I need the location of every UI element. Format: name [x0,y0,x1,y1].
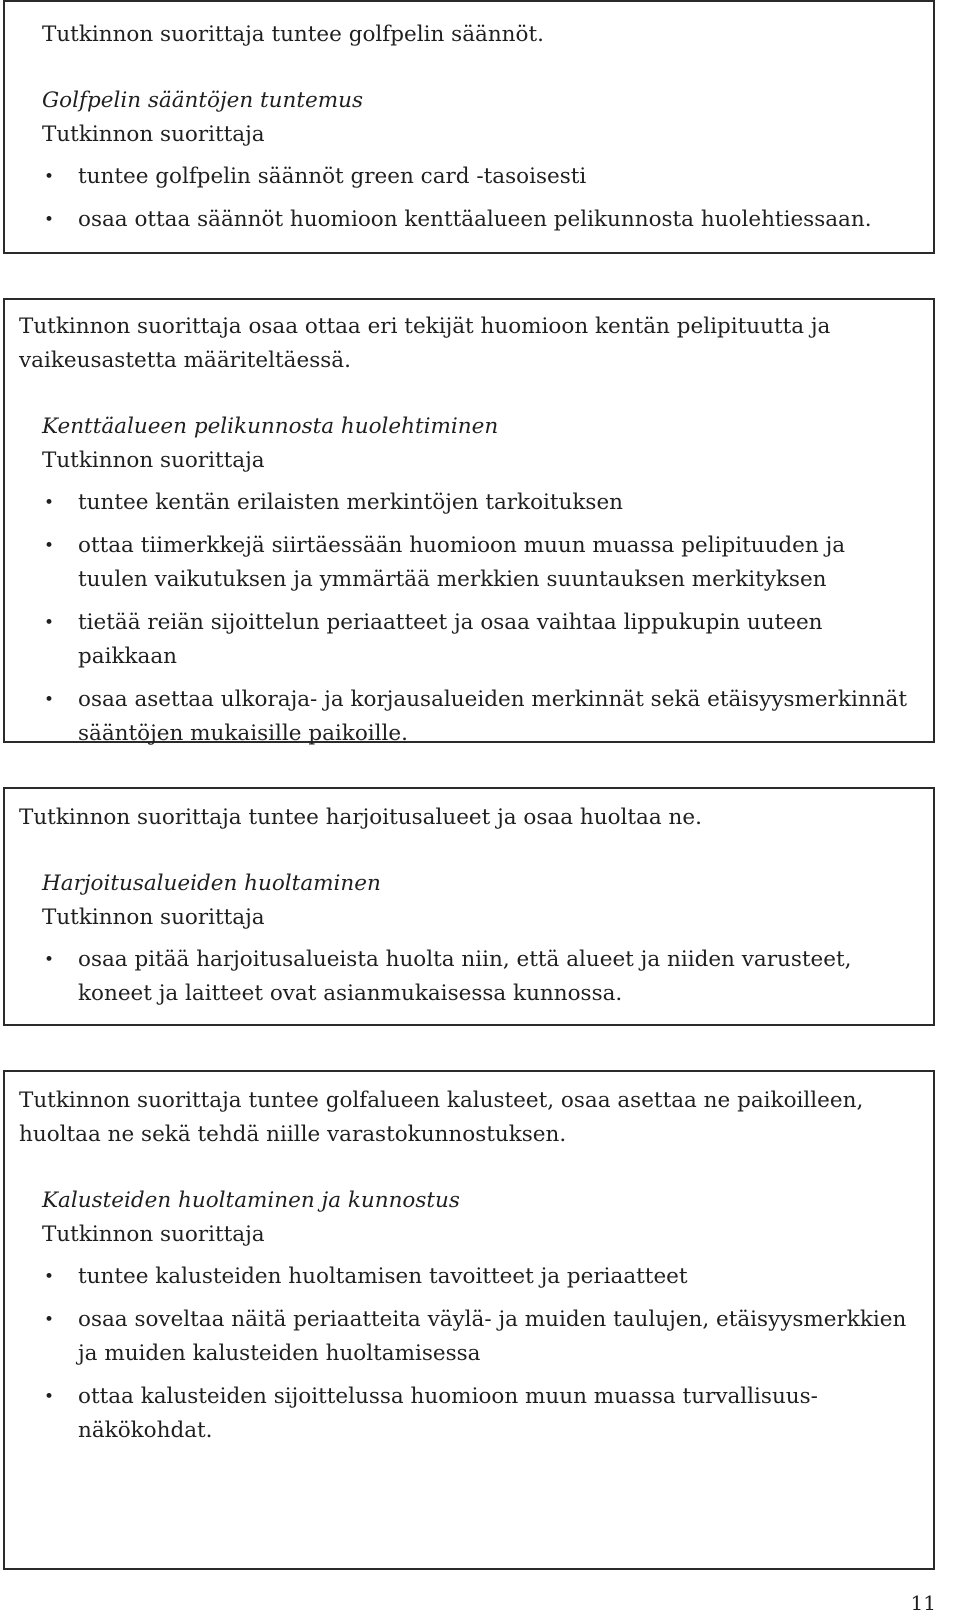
section-subheading: Kenttäalueen pelikunnosta huolehtiminen [42,414,499,439]
list-item: • tuntee kentän erilaisten merkintöjen tarkoituksen [42,486,913,520]
bullet-icon: • [44,1267,55,1287]
bullet-list [42,1260,913,1448]
list-item: • tuntee kalusteiden huoltamisen tavoitteet ja periaatteet [42,1260,913,1294]
bullet-icon: • [44,493,55,513]
section-heading: Tutkinnon suorittaja tuntee golfalueen kalusteet, osaa asettaa ne paikoilleen, huoltaa ne sekä tehdä niille varastokunnostuksen. [19,1088,864,1147]
page-number: 11 [910,1591,936,1615]
section-practice-areas [3,787,935,1026]
section-subheading: Kalusteiden huoltaminen ja kunnostus [42,1188,460,1213]
section-heading: Tutkinnon suorittaja tuntee golfpelin säännöt. [42,22,544,47]
bullet-icon: • [44,536,55,556]
bullet-icon: • [44,690,55,710]
bullet-icon: • [44,210,55,230]
section-rules-knowledge [3,0,935,254]
section-lead: Tutkinnon suorittaja [42,1222,265,1247]
bullet-icon: • [44,950,55,970]
list-item: • ottaa kalusteiden sijoittelussa huomioon muun muassa turvallisuus- näkökohdat. [42,1380,913,1448]
section-heading: Tutkinnon suorittaja osaa ottaa eri tekijät huomioon kentän pelipituutta ja vaikeusastetta määriteltäessä. [19,314,831,373]
bullet-icon: • [44,1387,55,1407]
section-subheading: Golfpelin sääntöjen tuntemus [42,88,364,113]
bullet-list [42,160,913,237]
list-item: • osaa asettaa ulkoraja- ja korjausalueiden merkinnät sekä etäisyysmerkinnät sääntöjen mukaisille paikoille. [42,683,913,751]
list-item: • tietää reiän sijoittelun periaatteet ja osaa vaihtaa lippukupin uuteen paikkaan [42,606,913,674]
section-subheading: Harjoitusalueiden huoltaminen [42,871,381,896]
section-heading: Tutkinnon suorittaja tuntee harjoitusalueet ja osaa huoltaa ne. [19,805,702,830]
list-item: • osaa pitää harjoitusalueista huolta niin, että alueet ja niiden varusteet, koneet ja laitteet ovat asianmukaisessa kunnossa. [42,943,913,1011]
section-lead: Tutkinnon suorittaja [42,905,265,930]
bullet-icon: • [44,613,55,633]
bullet-icon: • [44,1310,55,1330]
list-item: • tuntee golfpelin säännöt green card -tasoisesti [42,160,913,194]
bullet-list [42,943,913,1011]
list-item: • ottaa tiimerkkejä siirtäessään huomioon muun muassa pelipituuden ja tuulen vaikutuksen ja ymmärtää merkkien suuntauksen merkityksen [42,529,913,597]
list-item: • osaa ottaa säännöt huomioon kenttäalueen pelikunnosta huolehtiessaan. [42,203,913,237]
section-course-condition [3,298,935,746]
section-lead: Tutkinnon suorittaja [42,448,265,473]
bullet-list [42,486,913,751]
section-lead: Tutkinnon suorittaja [42,122,265,147]
bullet-icon: • [44,167,55,187]
list-item: • osaa soveltaa näitä periaatteita väylä- ja muiden taulujen, etäisyysmerkkien ja muiden kalusteiden huoltamisessa [42,1303,913,1371]
section-furniture [3,1070,935,1570]
